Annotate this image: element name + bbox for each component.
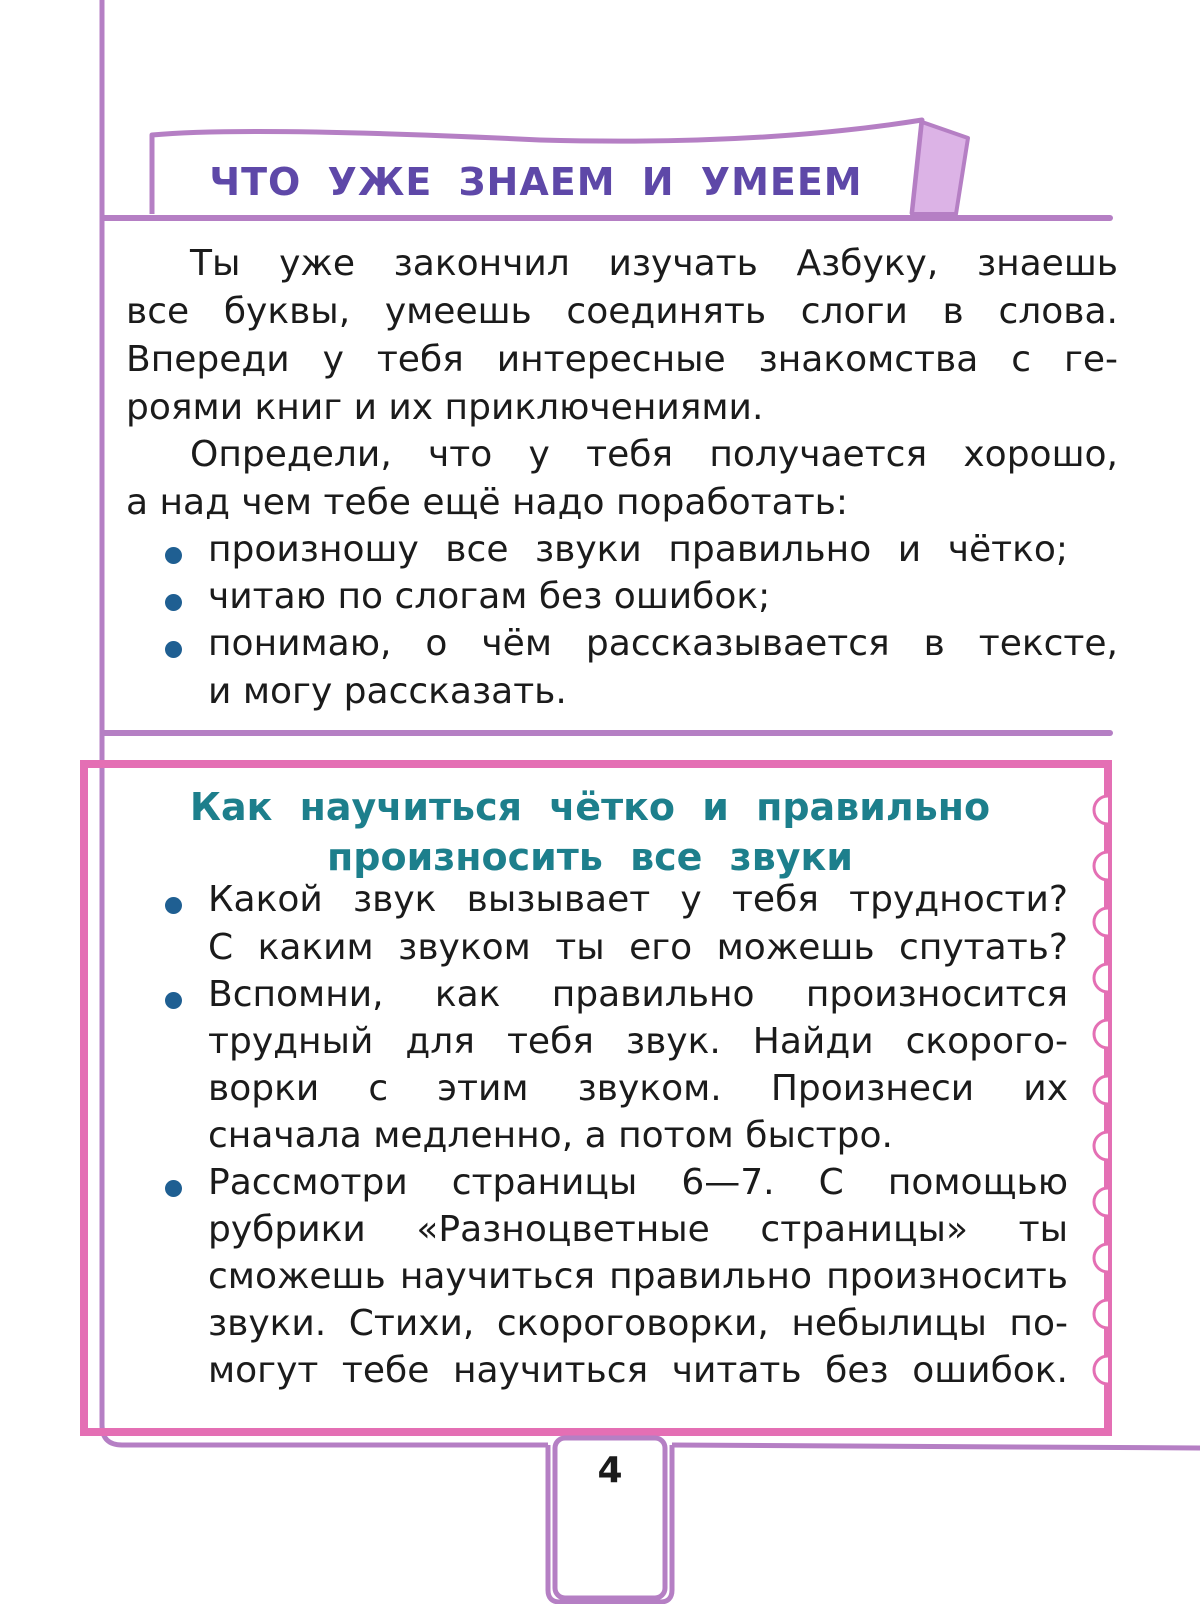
intro-line-1: Ты уже закончил изучать Азбуку, знаешь xyxy=(190,243,1118,284)
bullet-icon xyxy=(165,641,182,658)
tip-2-line-2: трудный для тебя звук. Найди скорого- xyxy=(208,1021,1068,1062)
tip-3-line-5: могут тебе научиться читать без ошибок. xyxy=(208,1350,1068,1391)
bullet-icon xyxy=(165,594,182,611)
bullet-icon xyxy=(165,547,182,564)
tip-2-line-1: Вспомни, как правильно произносится xyxy=(208,974,1068,1015)
bullet-icon xyxy=(165,897,182,914)
page-number: 4 xyxy=(597,1449,623,1491)
bullet-icon xyxy=(165,1180,182,1197)
tips-heading-line-1: Как научиться чётко и правильно xyxy=(189,785,991,829)
tip-3-line-2: рубрики «Разноцветные страницы» ты xyxy=(208,1209,1068,1250)
intro-line-5: Определи, что у тебя получается хорошо, xyxy=(190,434,1118,475)
title-banner-fold xyxy=(912,122,968,214)
intro-line-6: а над чем тебе ещё надо поработать: xyxy=(126,482,849,523)
tip-2-line-3: ворки с этим звуком. Произнеси их xyxy=(208,1068,1068,1109)
tip-1-line-1: Какой звук вызывает у тебя трудности? xyxy=(208,879,1068,920)
tip-2-line-4: сначала медленно, а потом быстро. xyxy=(208,1115,893,1156)
intro-line-3: Впереди у тебя интересные знакомства с ге- xyxy=(126,339,1118,380)
tips-heading-line-2: произносить все звуки xyxy=(327,835,853,879)
intro-line-4: роями книг и их приключениями. xyxy=(126,387,764,428)
tip-1-line-2: С каким звуком ты его можешь спутать? xyxy=(208,927,1068,968)
self-check-item-2: читаю по слогам без ошибок; xyxy=(208,576,771,617)
tip-3-line-4: звуки. Стихи, скороговорки, небылицы по- xyxy=(208,1303,1068,1344)
bullet-icon xyxy=(165,992,182,1009)
tip-3-line-3: сможешь научиться правильно произносить xyxy=(208,1256,1068,1297)
self-check-item-3-line-1: понимаю, о чём рассказывается в тексте, xyxy=(208,623,1118,664)
intro-line-2: все буквы, умеешь соединять слоги в слова. xyxy=(126,291,1118,332)
self-check-item-3-line-2: и могу рассказать. xyxy=(208,671,567,712)
self-check-item-1: произношу все звуки правильно и чётко; xyxy=(208,529,1068,570)
section-title: ЧТО УЖЕ ЗНАЕМ И УМЕЕМ xyxy=(209,160,863,204)
tip-3-line-1: Рассмотри страницы 6—7. С помощью xyxy=(208,1162,1068,1203)
